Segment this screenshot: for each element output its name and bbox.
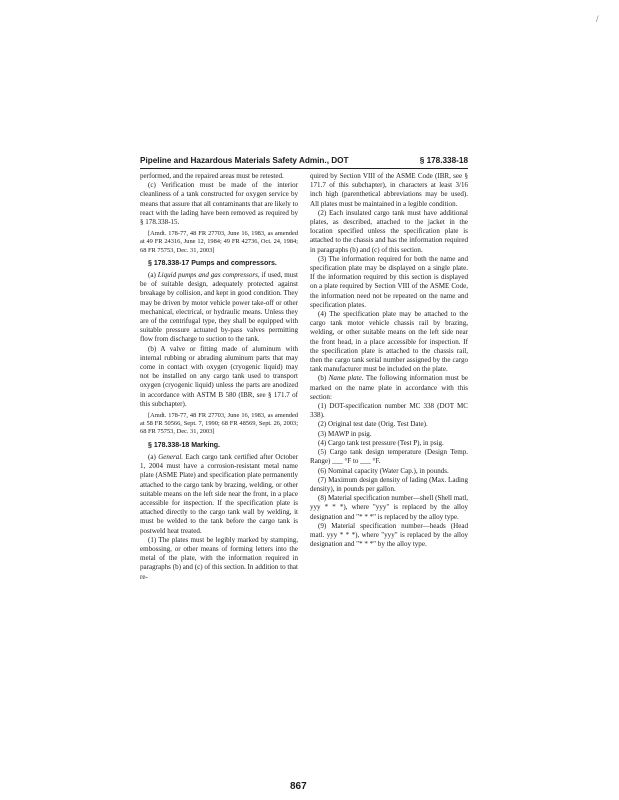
citation: [Amdt. 178-77, 48 FR 27703, June 16, 1983, as amended at 49 FR 24316, June 12, 1984; 49 FR 42736, Oct. 24, 1984; 68 FR 75753, Dec. 31, 2003] (140, 230, 298, 254)
paragraph: quired by Section VIII of the ASME Code (IBR, see § 171.7 of this subchapter), in characters at least 3/16 inch high (parenthetical abbreviations may be used). All plates must be maintained in a legible condition. (310, 172, 468, 208)
list-item: (7) Maximum design density of lading (Max. Lading density), in pounds per gallon. (310, 475, 468, 493)
header-agency: Pipeline and Hazardous Materials Safety Admin., DOT (140, 156, 349, 165)
paragraph-italic: Name plate. (328, 374, 364, 383)
list-item: (4) Cargo tank test pressure (Test P), in psig. (318, 438, 444, 447)
section-heading-pumps: § 178.338-17 Pumps and compressors. (148, 259, 277, 267)
paragraph: (4) The specification plate may be attached to the cargo tank motor vehicle chassis rail by brazing, welding, or other suitable means on the left side near the front head, in a place accessible for inspection. If the specification plate is attached to the chassis rail, then the cargo tank serial number assigned by the cargo tank manufacturer must be included on the plate. (310, 310, 468, 374)
citation: [Amdt. 178-77, 48 FR 27703, June 16, 1983, as amended at 58 FR 50566, Sept. 7, 1990; 68 FR 48569, Sept. 26, 2003; 68 FR 75753, Dec. 31, 2003] (140, 412, 298, 436)
paragraph-lead: (a) (148, 271, 158, 280)
paragraph (140, 453, 298, 536)
right-column (310, 172, 468, 549)
header-section: § 178.338-18 (419, 156, 468, 165)
paragraph: (1) The plates must be legibly marked by stamping, embossing, or other means of forming letters into the metal of the plate, with the information required in paragraphs (b) and (c) of this section. In addition to that re- (140, 535, 298, 581)
list-item: (2) Original test date (Orig. Test Date). (318, 420, 428, 429)
paragraph: (2) Each insulated cargo tank must have additional plates, as described, attached to the jacket in the location specified unless the specification plate is attached to the chassis and has the information required in paragraphs (b) and (c) of this section. (310, 208, 468, 254)
paragraph: (b) A valve or fitting made of aluminum with internal rubbing or abrading aluminum parts that may come in contact with oxygen (cryogenic liquid) may not be installed on any cargo tank used to transport oxygen (cryogenic liquid) unless the parts are anodized in accordance with ASTM B 580 (IBR, see § 171.7 of this subchapter). (140, 344, 298, 408)
paragraph-lead: (b) (318, 374, 329, 383)
paragraph-text: Each cargo tank certified after October 1, 2004 must have a corrosion-resistant metal name plate (ASME Plate) and specification plate permanently attached to the cargo tank by brazing, welding, or other suitable means on the left side near the front, in a place accessible for inspection. If the specification plate is attached directly to the cargo tank wall by welding, it must be welded to the tank before the cargo tank is postweld heat treated. (140, 452, 298, 535)
paragraph: (3) The information required for both the name and specification plate may be displayed on a single plate. If the information required by this section is displayed on a plate required by Section VIII of the ASME Code, the information need not be repeated on the name and specification plates. (310, 254, 468, 309)
paragraph-italic: General. (158, 452, 184, 461)
page-number: 867 (290, 781, 307, 792)
list-item: (3) MAWP in psig. (318, 429, 372, 438)
left-column (140, 172, 298, 582)
list-item: (5) Cargo tank design temperature (Design Temp. Range) ___ °F to ___ °F. (310, 448, 468, 466)
paragraph (310, 374, 468, 402)
header-rule (140, 168, 468, 169)
list-item: (6) Nominal capacity (Water Cap.), in pounds. (318, 466, 449, 475)
paragraph-text: if used, must be of suitable design, adequately protected against breakage by collision, and kept in good condition. They may be driven by motor vehicle power take-off or other mechanical, electrical, or hydraulic means. Unless they are of the centrifugal type, they shall be equipped with suitable pressure actuated by-pass valves permitting flow from discharge to suction to the tank. (140, 271, 298, 344)
list-item: (9) Material specification number—heads (Head matl. yyy * * *), where "yyy" is replaced by the alloy designation and "* * *" by the alloy type. (310, 521, 468, 549)
paragraph-lead: (a) (148, 452, 159, 461)
paragraph: performed, and the repaired areas must be retested. (140, 172, 284, 180)
list-item: (8) Material specification number—shell (Shell matl, yyy * * *), where "yyy" is replaced by the alloy designation and "* * *" is replaced by the alloy type. (310, 494, 468, 521)
section-heading-marking: § 178.338-18 Marking. (148, 441, 220, 449)
corner-mark: / (596, 14, 599, 24)
running-header (140, 156, 468, 168)
list-item: (1) DOT-specification number MC 338 (DOT MC 338). (310, 402, 468, 420)
paragraph: (c) Verification must be made of the interior cleanliness of a tank constructed for oxygen service by means that assure that all contaminants that are likely to react with the lading have been removed as required by § 178.338-15. (140, 181, 298, 227)
paragraph-italic: Liquid pumps and gas compressors, (157, 271, 260, 280)
paragraph (140, 271, 298, 345)
paragraph-text: The following information must be marked on the name plate in accordance with this section: (310, 374, 468, 401)
